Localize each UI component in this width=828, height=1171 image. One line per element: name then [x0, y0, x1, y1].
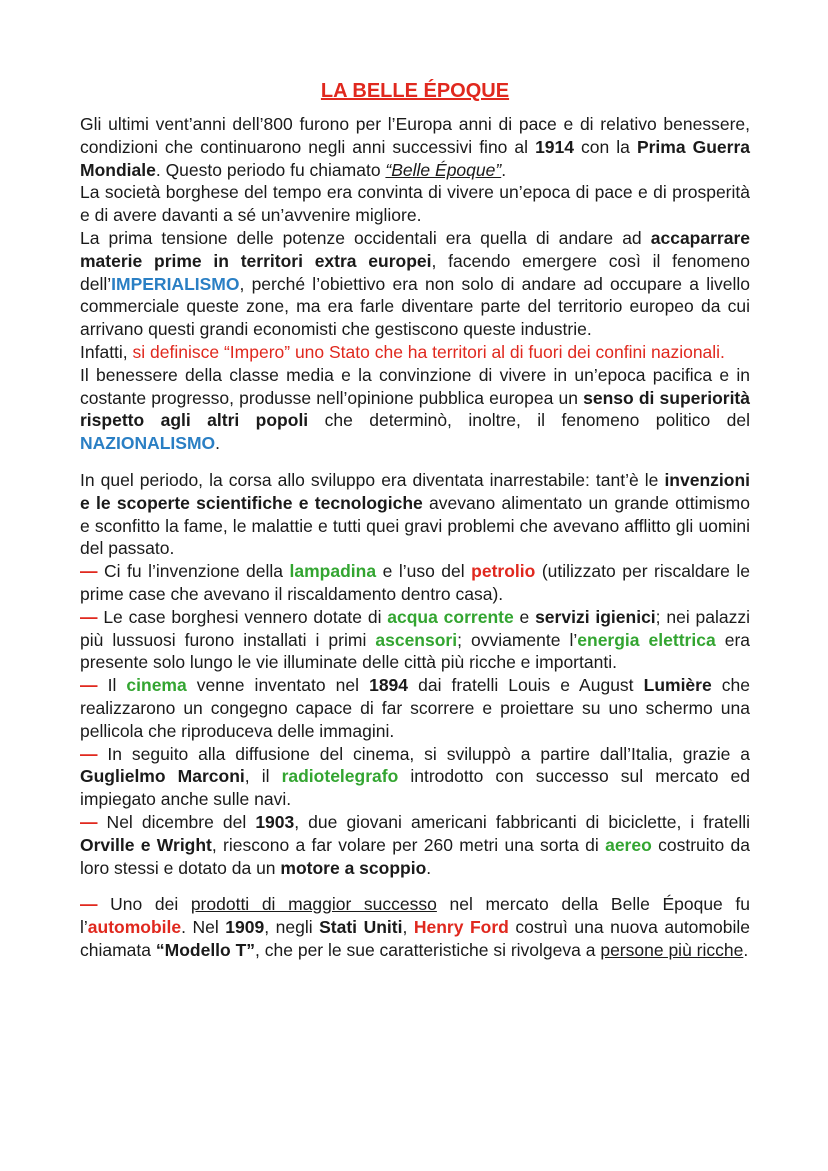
dash-bullet-icon: —: [80, 894, 98, 915]
highlight-year: 1909: [225, 917, 265, 938]
text-segment: (utilizzato per riscaldare le prime case che avevano il riscaldamento dentro casa).: [80, 561, 750, 604]
highlight-term: “Modello T”: [155, 939, 256, 960]
keyword-green: radiotelegrafo: [281, 766, 399, 787]
text-segment: con la: [574, 136, 637, 157]
text-segment: introdotto con successo sul mercato ed impiegato anche sulle navi.: [80, 766, 750, 810]
text-segment: .: [501, 159, 507, 180]
text-segment: , perché l’obiettivo era non solo di andare ad occupare a livello commerciale queste zone, ma era farle diventare parte del territorio europeo da cui arrivano questi grandi economisti che gestiscono queste industrie.: [80, 273, 750, 340]
keyword-green: cinema: [126, 675, 187, 696]
keyword-green: energia elettrica: [577, 629, 716, 650]
list-item-automobile: [80, 893, 750, 961]
highlight-year: 1914: [535, 136, 575, 157]
text-segment: , negli: [264, 917, 320, 938]
text-segment: ,: [402, 917, 414, 938]
list-item-cinema: [80, 674, 750, 742]
text-segment: Gli ultimi vent’anni dell’800 furono per l’Europa anni di pace e di relativo benessere, condizioni che continuarono negli anni successivi fino al: [80, 114, 750, 157]
highlight-term: “Belle Époque”: [385, 159, 502, 180]
keyword-green: acqua corrente: [387, 606, 514, 627]
text-segment: che determinò, inoltre, il fenomeno politico del: [308, 410, 750, 431]
keyword-green: ascensori: [375, 629, 458, 650]
dash-bullet-icon: —: [80, 561, 98, 582]
text-segment: venne inventato nel: [186, 675, 370, 696]
list-item-lampadina: [80, 560, 750, 606]
highlight-term: Guglielmo Marconi: [80, 766, 245, 787]
text-segment: .: [743, 939, 749, 960]
text-segment: che realizzarono un congegno capace di far scorrere e proiettare su uno schermo una pellicola che riproduceva delle immagini.: [80, 675, 750, 741]
text-segment: Le case borghesi vennero dotate di: [97, 606, 388, 627]
text-segment: Infatti,: [80, 341, 133, 362]
text-segment: , facendo emergere così il fenomeno dell’: [80, 250, 750, 294]
page-title: LA BELLE ÉPOQUE: [320, 80, 510, 102]
dash-bullet-icon: —: [80, 675, 98, 696]
text-segment: Nel dicembre del: [97, 811, 256, 832]
text-segment: avevano alimentato un grande ottimismo e sconfitto la fame, le malattie e tutti quei gravi problemi che avevano afflitto gli uomini del passato.: [80, 492, 750, 559]
text-segment: Uno dei: [97, 894, 191, 915]
text-segment: .: [215, 433, 221, 454]
text-segment: Il: [97, 675, 127, 696]
underlined-term: prodotti di maggior successo: [190, 894, 437, 915]
dash-bullet-icon: —: [80, 606, 98, 627]
keyword-red: automobile: [87, 917, 182, 938]
highlight-year: 1903: [255, 811, 295, 832]
text-segment: , due giovani americani fabbricanti di biciclette, i fratelli: [294, 811, 750, 832]
text-segment: La prima tensione delle potenze occidentali era quella di andare ad: [80, 227, 651, 248]
keyword-red: petrolio: [471, 561, 536, 582]
document-page: [80, 78, 750, 962]
text-segment: Il benessere della classe media e la convinzione di vivere in un’epoca pacifica e in costante progresso, produsse nell’opinione pubblica europea un: [80, 364, 750, 408]
text-segment: , riescono a far volare per 260 metri una sorta di: [211, 834, 606, 855]
text-segment: costruì una nuova automobile chiamata: [80, 917, 750, 960]
dash-bullet-icon: —: [80, 743, 98, 764]
keyword-imperialismo: IMPERIALISMO: [111, 273, 240, 294]
text-segment: era presente solo lungo le vie illuminate delle città più ricche e importanti.: [80, 629, 751, 673]
text-segment: e l’uso del: [376, 561, 472, 582]
highlight-term: Prima Guerra Mondiale: [80, 136, 750, 180]
paragraph-nationalism: [80, 364, 750, 455]
highlight-term: Lumière: [643, 675, 712, 696]
highlight-term: invenzioni e le scoperte scientifiche e tecnologiche: [80, 469, 750, 513]
list-item-case-borghesi: [80, 606, 750, 674]
highlight-term: Orville e Wright: [80, 834, 212, 855]
highlight-year: 1894: [369, 675, 409, 696]
text-segment: In seguito alla diffusione del cinema, si sviluppò a partire dall’Italia, grazie a: [97, 743, 750, 764]
underlined-term: persone più ricche: [600, 939, 744, 960]
definition-impero: si definisce “Impero” uno Stato che ha territori al di fuori dei confini nazionali.: [132, 341, 725, 362]
highlight-term: servizi igienici: [535, 606, 656, 627]
text-segment: . Nel: [181, 917, 226, 938]
paragraph-progress: [80, 469, 750, 560]
keyword-green: aereo: [605, 834, 652, 855]
text-segment: . Questo periodo fu chiamato: [155, 159, 386, 180]
dash-bullet-icon: —: [80, 811, 98, 832]
text-segment: , il: [244, 766, 282, 787]
text-segment: Ci fu l’invenzione della: [97, 561, 290, 582]
keyword-red: Henry Ford: [413, 917, 509, 938]
text-segment: costruito da loro stessi e dotato da un: [80, 834, 750, 878]
text-segment: dai fratelli Louis e August: [408, 675, 644, 696]
paragraph-impero-definition: [80, 341, 750, 364]
text-segment: .: [426, 857, 432, 878]
list-item-radiotelegrafo: [80, 743, 750, 811]
text-segment: ; nei palazzi più lussuosi furono installati i primi: [80, 606, 750, 650]
highlight-term: accaparrare materie prime in territori extra europei: [80, 227, 750, 271]
text-segment: ; ovviamente l’: [457, 629, 578, 650]
keyword-green: lampadina: [289, 561, 377, 582]
text-segment: e: [513, 606, 536, 627]
paragraph-imperialism: [80, 227, 750, 341]
keyword-nazionalismo: NAZIONALISMO: [80, 433, 216, 454]
highlight-term: senso di superiorità rispetto agli altri popoli: [80, 387, 750, 431]
highlight-term: motore a scoppio: [280, 857, 427, 878]
text-segment: In quel periodo, la corsa allo sviluppo era diventata inarrestabile: tant’è le: [80, 469, 665, 490]
highlight-term: Stati Uniti: [319, 917, 403, 938]
text-segment: nel mercato della Belle Époque fu l’: [80, 894, 751, 938]
text-segment: , che per le sue caratteristiche si rivolgeva a: [255, 939, 601, 960]
paragraph-society: La società borghese del tempo era convinta di vivere un’epoca di pace e di prosperità e di avere davanti a sé un’avvenire migliore.: [80, 182, 750, 226]
paragraph-intro: [80, 113, 750, 181]
list-item-aereo: [80, 811, 750, 879]
